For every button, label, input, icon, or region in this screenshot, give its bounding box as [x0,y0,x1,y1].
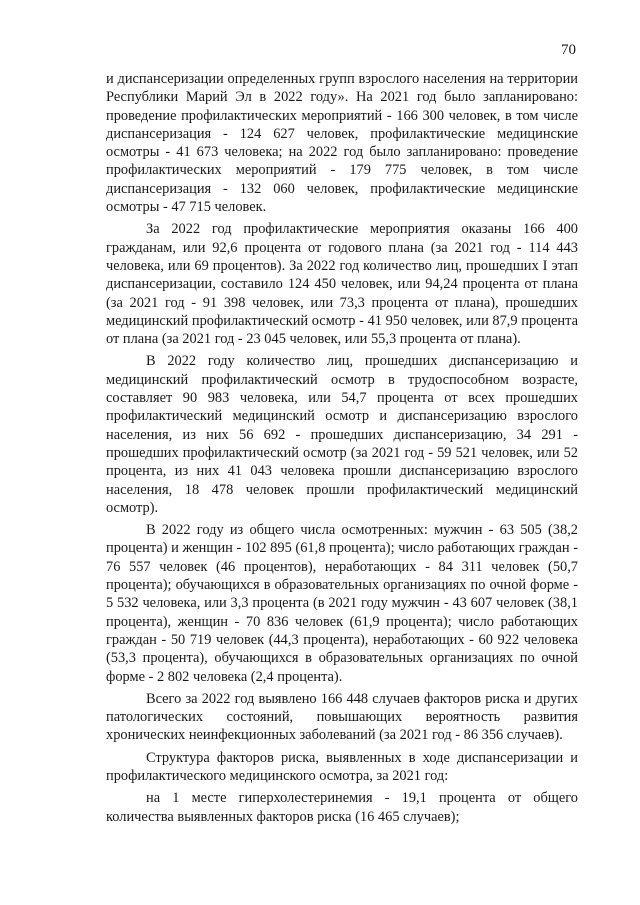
paragraph-plan-figures: и диспансеризации определенных групп взрослого населения на территории Республики Марий Эл в 2022 году». На 2021 год было запланировано: проведение профилактических мероприятий - 166 300 человек, в том числе диспансеризация - 124 627 человек, профилактические медицинские осмотры - 41 673 человека; на 2022 год было запланировано: проведение профилактических мероприятий - 179 775 человек, в том числе диспансеризация - 132 060 человек, профилактические медицинские осмотры - 47 715 человек. [106,71,578,216]
paragraph-2022-results: За 2022 год профилактические мероприятия оказаны 166 400 гражданам, или 92,6 процента от годового плана (за 2021 год - 114 443 человека, или 69 процентов). За 2022 год количество лиц, прошедших I этап диспансеризации, составило 124 450 человек, или 94,24 процента от плана (за 2021 год - 91 398 человек, или 73,3 процента от плана), прошедших медицинский профилактический осмотр - 41 950 человек, или 87,9 процента от плана (за 2021 год - 23 045 человек, или 55,3 процента от плана). [106,221,578,348]
paragraph-risk-first-place: на 1 месте гиперхолестеринемия - 19,1 процента от общего количества выявленных факторов риска (16 465 случаев); [106,790,578,825]
paragraph-risk-factors-total: Всего за 2022 год выявлено 166 448 случаев факторов риска и других патологических состояний, повышающих вероятность развития хронических неинфекционных заболеваний (за 2021 год - 86 356 случаев). [106,690,578,744]
paragraph-working-age: В 2022 году количество лиц, прошедших диспансеризацию и медицинский профилактический осмотр в трудоспособном возрасте, составляет 90 983 человека, или 54,7 процента от всех прошедших профилактический медицинский осмотр и диспансеризацию взрослого населения, из них 56 692 - прошедших диспансеризацию, 34 291 - прошедших профилактический осмотр (за 2021 год - 59 521 человек, или 52 процента, из них 41 043 человека прошли диспансеризацию взрослого населения, 18 478 человек прошли профилактический медицинский осмотр). [106,353,578,516]
paragraph-risk-structure-intro: Структура факторов риска, выявленных в ходе диспансеризации и профилактического медицинского осмотра, за 2021 год: [106,749,578,784]
paragraph-demographics: В 2022 году из общего числа осмотренных: мужчин - 63 505 (38,2 процента) и женщин - 102 895 (61,8 процента); число работающих граждан - 76 557 человек (46 процентов), неработающих - 84 311 человек (50,7 процента); обучающихся в образовательных организациях по очной форме - 5 532 человека, или 3,3 процента (в 2021 году мужчин - 43 607 человек (38,1 процента), женщин - 70 836 человек (61,9 процента); число работающих граждан - 50 719 человек (44,3 процента), неработающих - 60 922 человека (53,3 процента), обучающихся в образовательных организациях по очной форме - 2 802 человека (2,4 процента). [106,522,578,685]
page-number: 70 [561,42,576,58]
document-body [106,70,578,830]
